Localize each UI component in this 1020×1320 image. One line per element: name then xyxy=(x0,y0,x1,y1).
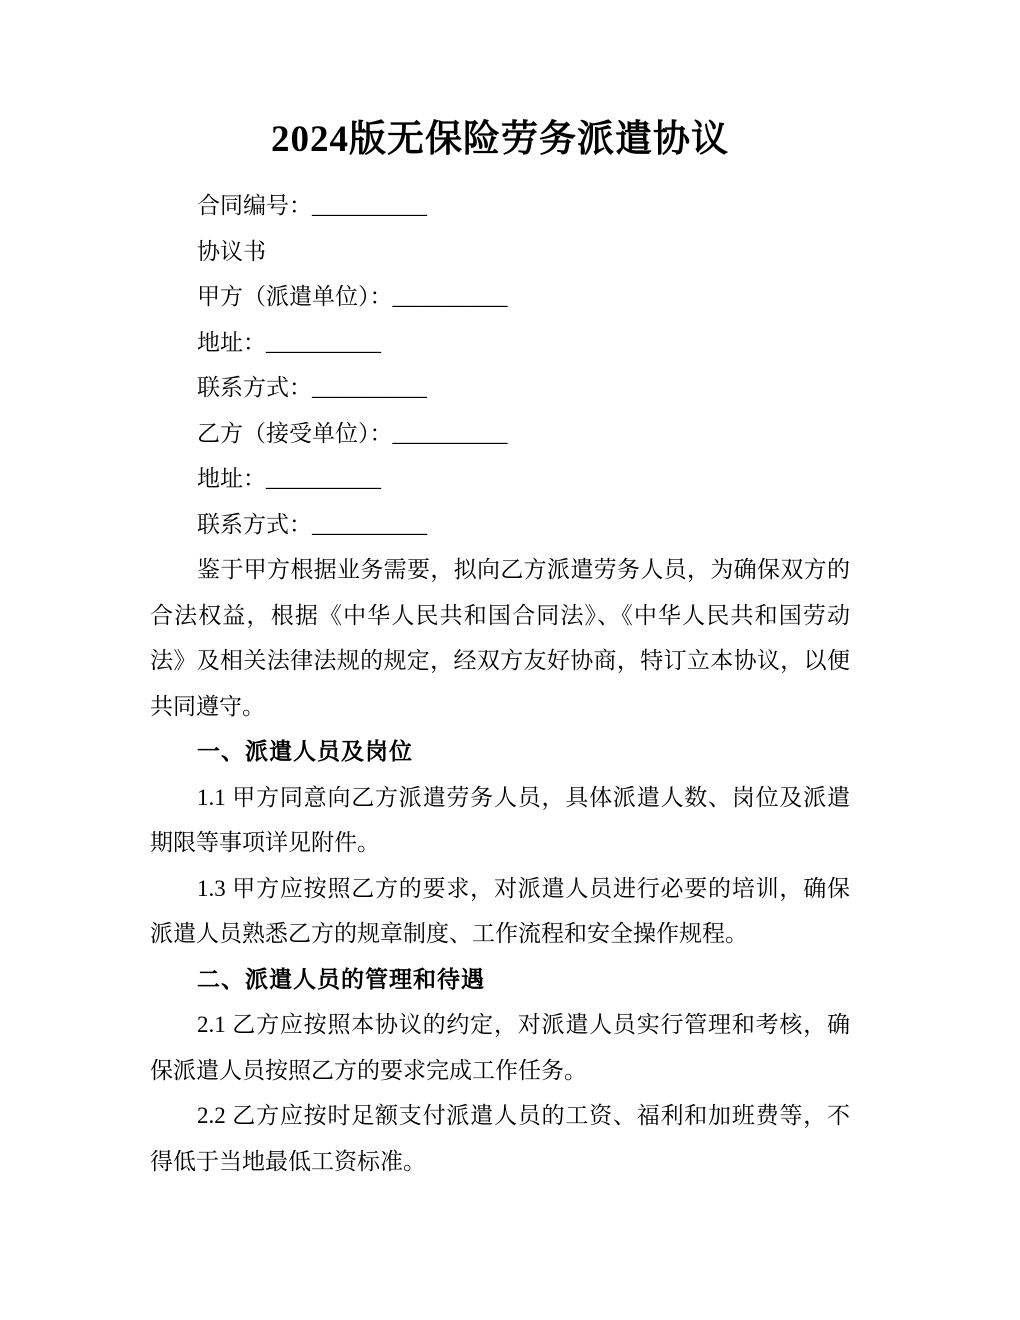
form-line-party-b-address xyxy=(150,456,850,502)
document-title: 2024版无保险劳务派遣协议 xyxy=(271,119,729,160)
paragraph-text: 2.2 乙方应按时足额支付派遣人员的工资、福利和加班费等，不得低于当地最低工资标准。 xyxy=(150,1103,850,1174)
paragraph-text: 2.1 乙方应按照本协议的约定，对派遣人员实行管理和考核，确保派遣人员按照乙方的要求完成工作任务。 xyxy=(150,1012,850,1083)
document-body xyxy=(150,0,850,1184)
form-label: 联系方式： xyxy=(197,511,312,537)
fill-in-blank: __________ xyxy=(312,511,427,537)
paragraph-text: 1.1 甲方同意向乙方派遣劳务人员，具体派遣人数、岗位及派遣期限等事项详见附件。 xyxy=(150,784,850,855)
paragraph-text: 1.3 甲方应按照乙方的要求，对派遣人员进行必要的培训，确保派遣人员熟悉乙方的规章制度、工作流程和安全操作规程。 xyxy=(150,875,850,946)
section-heading-1 xyxy=(150,729,850,775)
form-label: 协议书 xyxy=(197,238,266,264)
clause-1-1 xyxy=(150,775,850,866)
form-label: 联系方式： xyxy=(197,375,312,400)
form-line-agreement-label xyxy=(150,229,850,275)
fill-in-blank: __________ xyxy=(266,466,381,491)
section-heading-2 xyxy=(150,957,850,1003)
heading-text: 二、派遣人员的管理和待遇 xyxy=(197,966,485,992)
form-label: 地址： xyxy=(197,329,266,355)
fill-in-blank: __________ xyxy=(392,420,508,446)
form-line-party-a-contact xyxy=(150,365,850,411)
form-line-party-b xyxy=(150,411,850,457)
clause-2-1 xyxy=(150,1002,850,1093)
form-line-party-a-address xyxy=(150,320,850,366)
form-label: 地址： xyxy=(197,466,266,491)
form-label: 乙方（接受单位）： xyxy=(197,420,393,446)
form-label: 合同编号： xyxy=(197,193,312,218)
paragraph-text: 鉴于甲方根据业务需要，拟向乙方派遣劳务人员，为确保双方的合法权益，根据《中华人民共和国合同法》、《中华人民共和国劳动法》及相关法律法规的规定，经双方友好协商，特订立本协议，以便共同遵守。 xyxy=(150,557,850,719)
fill-in-blank: __________ xyxy=(266,329,381,355)
clause-2-2 xyxy=(150,1093,850,1184)
form-line-party-b-contact xyxy=(150,502,850,548)
preamble-paragraph xyxy=(150,547,850,729)
form-label: 甲方（派遣单位）： xyxy=(197,284,393,309)
fill-in-blank: __________ xyxy=(312,193,427,218)
fill-in-blank: __________ xyxy=(392,284,508,309)
fill-in-blank: __________ xyxy=(312,375,427,400)
clause-1-3 xyxy=(150,866,850,957)
heading-text: 一、派遣人员及岗位 xyxy=(197,739,413,764)
form-line-party-a xyxy=(150,274,850,320)
form-line-contract-number xyxy=(150,183,850,229)
